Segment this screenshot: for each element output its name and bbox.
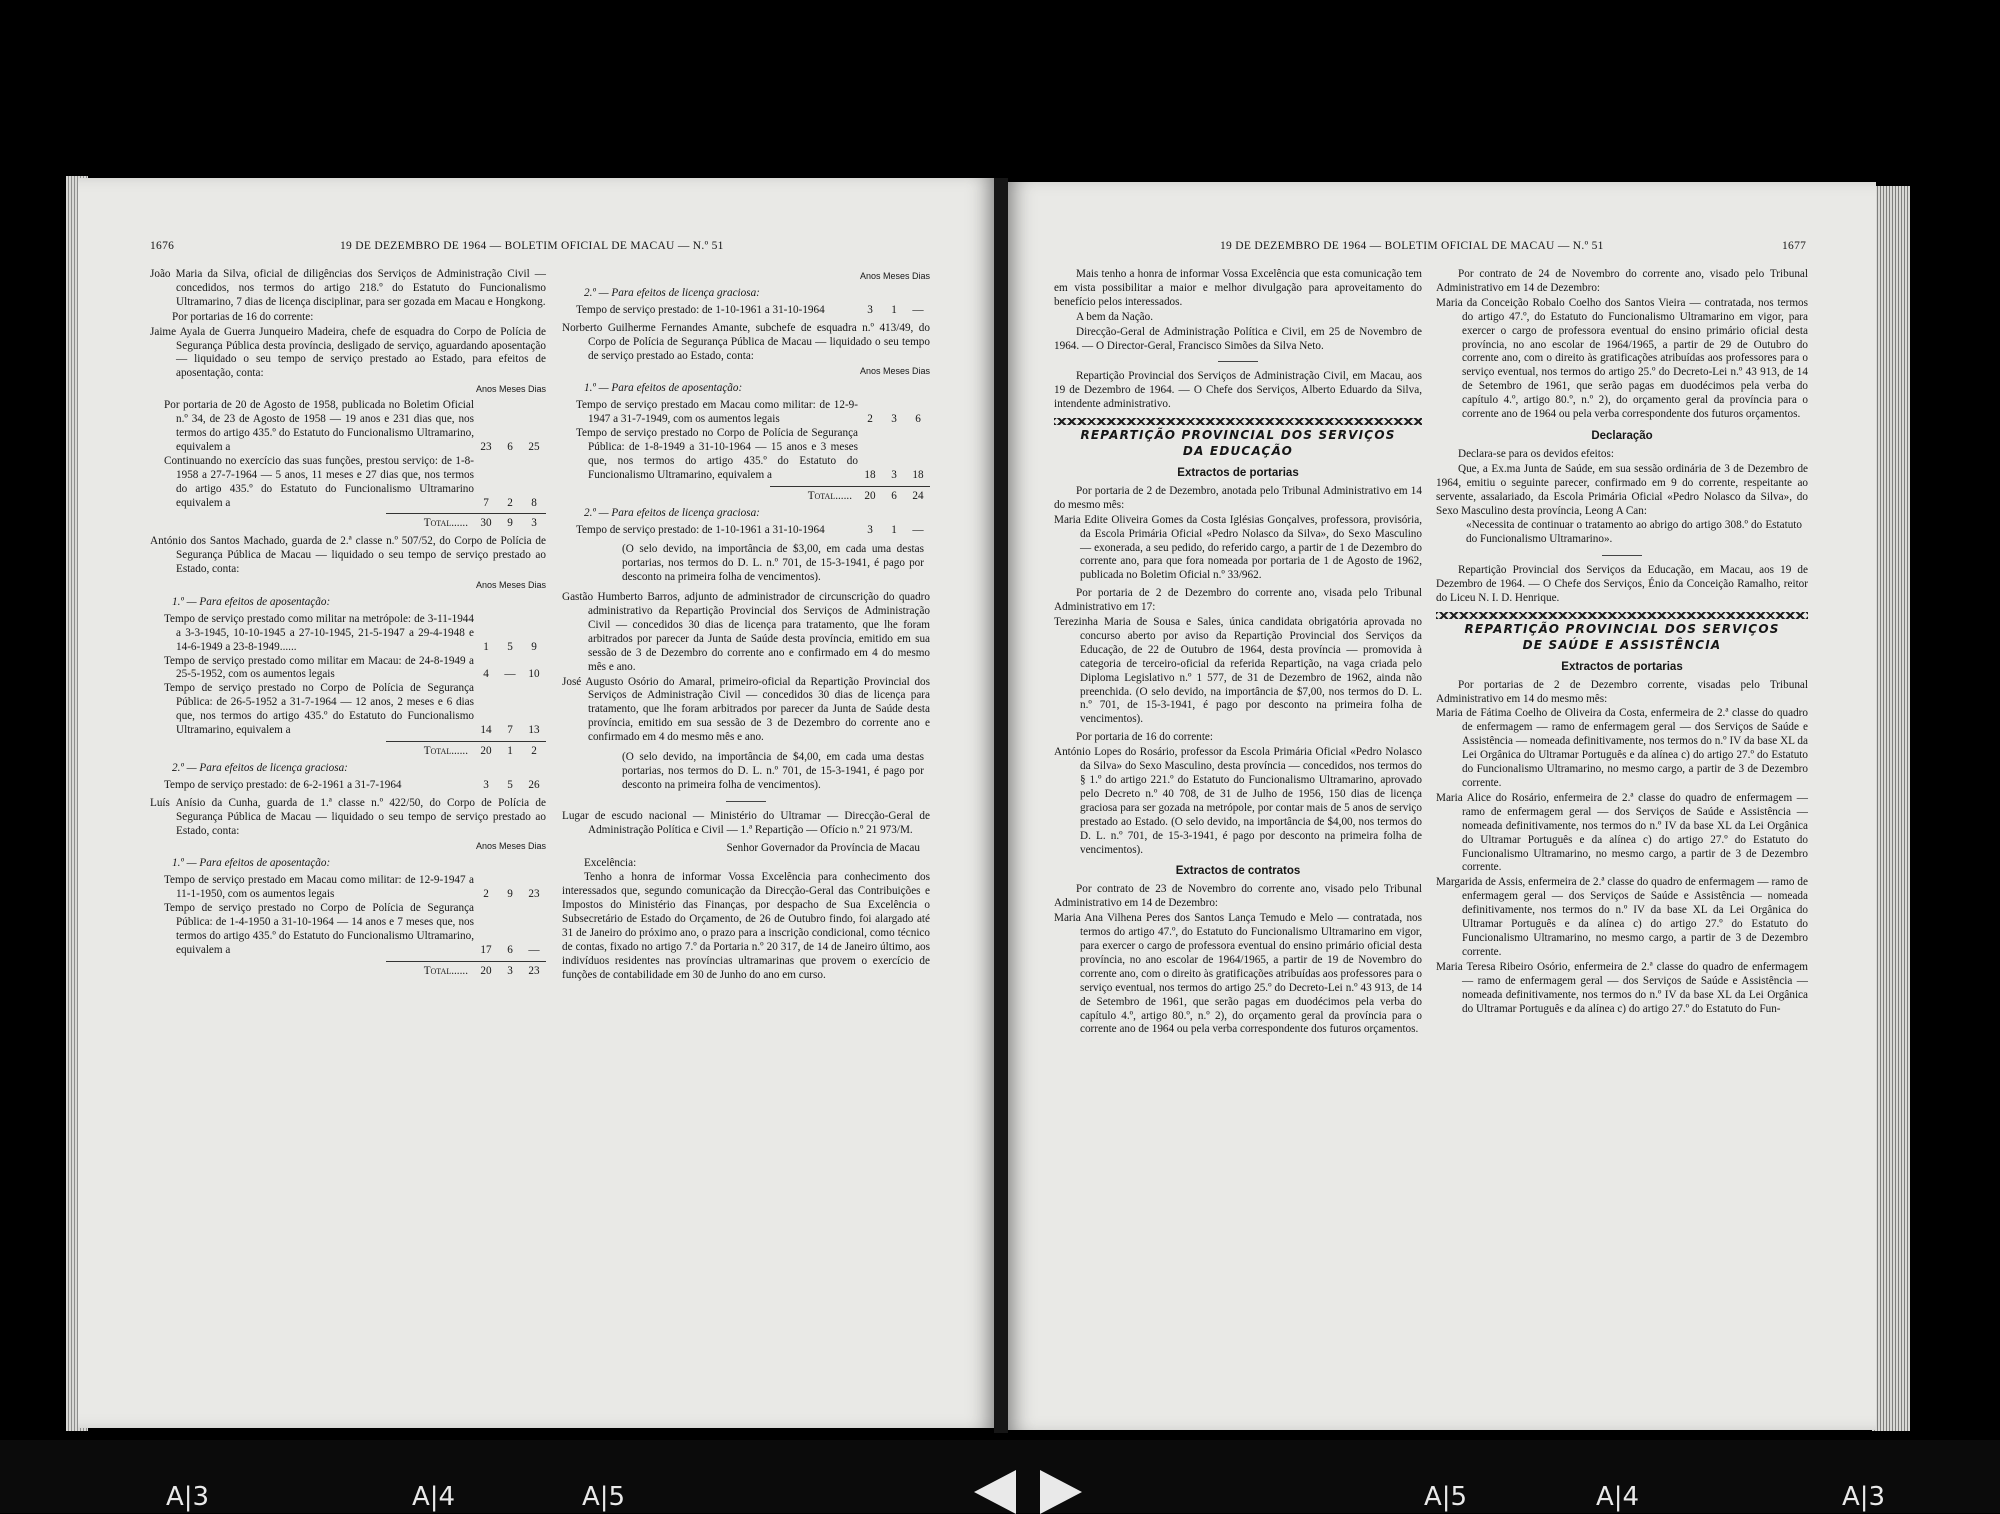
paragraph: Repartição Provincial dos Serviços de Administração Civil, em Macau, aos 19 de Dezembro de 1964. — O Chefe dos Serviços, Alberto Eduardo da Silva, intendente administrativo. bbox=[1054, 370, 1422, 411]
total-rule bbox=[386, 741, 546, 742]
film-label: A|3 bbox=[166, 1482, 210, 1512]
left-running-head: 19 DE DEZEMBRO DE 1964 — BOLETIM OFICIAL DE MACAU — N.º 51 bbox=[340, 240, 724, 252]
quote: «Necessita de continuar o tratamento ao abrigo do artigo 308.º do Estatuto do Funcionalismo Ultramarino». bbox=[1466, 519, 1802, 546]
paragraph: Mais tenho a honra de informar Vossa Excelência que esta comunicação tem em vista possibilitar a maior e melhor divulgação para aproveitamento do benefício pelos interessados. bbox=[1054, 268, 1422, 308]
paragraph: Maria de Fátima Coelho de Oliveira da Costa, enfermeira de 2.ª classe do quadro de enfermagem — ramo de enfermagem geral — dos Serviços de Saúde e Assistência — nomeada definitivamente, nos termos do n.º IV da base XL da Lei Orgânica do Ultramar Português e da alínea c) do artigo 27.º do Estatuto do Funcionalismo Ultramarino, no mesmo cargo, a partir de 3 de Dezembro corrente. bbox=[1436, 707, 1808, 789]
paragraph: Por portaria de 16 do corrente: bbox=[1076, 731, 1213, 744]
separator bbox=[726, 801, 766, 802]
paragraph: Maria da Conceição Robalo Coelho dos Santos Vieira — contratada, nos termos do artigo 47.º, do Estatuto do Funcionalismo Ultramarino em vigor, para exercer o cargo de professora eventual do ensino primário oficial desta província, no ano escolar de 1964/1965, a partir de 29 de Outubro do corrente ano, com o direito às gratificações atribuídas aos professores para o serviço eventual, nos termos do artigo 25.º do Decreto-Lei n.º 43 913, de 14 de Setembro de 1961, que serão pagas em duodécimos pela verba do capítulo 4.º, artigo 80.º, n.º 2), do orçamento geral da província para o corrente ano de 1964 ou pela verba correspondente dos futuros orçamentos. bbox=[1436, 296, 1808, 421]
total-rule bbox=[386, 513, 546, 514]
table-row: Tempo de serviço prestado no Corpo de Polícia de Segurança Pública: de 1-4-1950 a 31-10-1964 — 14 anos e 7 meses que, nos termos do artigo 435.º do Estatuto do Funcionalismo Ultramarino, equivalem a 17 6 — bbox=[164, 902, 540, 956]
film-label: A|4 bbox=[412, 1482, 456, 1512]
table-row: Tempo de serviço prestado: de 1-10-1961 a 31-10-1964 3 1 — bbox=[576, 523, 924, 536]
separator bbox=[1218, 361, 1258, 362]
total-row: Total...... 20 3 23 bbox=[423, 964, 540, 977]
column-header: Anos Meses Dias bbox=[859, 271, 930, 281]
right-arrow-icon bbox=[1040, 1470, 1082, 1514]
section-heading: REPARTIÇÃO PROVINCIAL DOS SERVIÇOS bbox=[1464, 621, 1780, 636]
right-page-number: 1677 bbox=[1782, 240, 1807, 252]
subheading: 1.º — Para efeitos de aposentação: bbox=[172, 857, 331, 870]
subheading: 2.º — Para efeitos de licença graciosa: bbox=[584, 286, 760, 299]
film-label: A|3 bbox=[1842, 1482, 1886, 1512]
column-header: Anos Meses Dias bbox=[475, 580, 546, 591]
left-column-1 bbox=[150, 268, 546, 979]
paragraph: João Maria da Silva, oficial de diligências dos Serviços de Administração Civil — concedidos, nos termos do artigo 218.º do Estatuto do Funcionalismo Ultramarino, 7 dias de licença disciplinar, para ser gozada em Macau e Hongkong. bbox=[150, 268, 546, 308]
subsection-heading: Extractos de portarias bbox=[1561, 660, 1683, 673]
paragraph: Tenho a honra de informar Vossa Excelência para conhecimento dos interessados que, segundo comunicação da Direcção-Geral das Contribuições e Impostos do Ministério das Finanças, por despacho de Sua Excelência o Subsecretário de Estado do Orçamento, de 26 de Outubro findo, foi alargado até 31 de Janeiro do próximo ano, o prazo para a inscrição condicional, como técnico de contas, fixado no artigo 7.º da Portaria n.º 20 317, de 14 de Janeiro último, aos indivíduos residentes nas províncias ultramarinas que provem o exercício de funções de contabilidade em 30 de Junho do ano em curso. bbox=[562, 871, 930, 981]
addressee: Senhor Governador da Província de Macau bbox=[726, 841, 920, 854]
paragraph: Gastão Humberto Barros, adjunto de administrador de circunscrição do quadro administrativo da Repartição Provincial dos Serviços de Administração Civil — concedidos 30 dias de licença para tratamento, que lhe foram arbitrados por parecer da Junta de Saúde desta província, emitido em sua sessão de 3 de Dezembro do corrente ano e confirmado em 4 do mesmo mês e ano. bbox=[562, 591, 930, 673]
paragraph: Direcção-Geral de Administração Política e Civil, em 25 de Novembro de 1964. — O Director-Geral, Francisco Simões da Silva Neto. bbox=[1054, 325, 1422, 352]
left-column-2 bbox=[562, 268, 930, 984]
subsection-heading: Declaração bbox=[1591, 429, 1653, 442]
total-rule bbox=[770, 486, 930, 487]
table-row: Tempo de serviço prestado: de 1-10-1961 a 31-10-1964 3 1 — bbox=[576, 303, 924, 316]
paragraph: José Augusto Osório do Amaral, primeiro-oficial da Repartição Provincial dos Serviços de Administração Civil — concedidos 30 dias de licença para tratamento, que lhe foram arbitrados por parecer da Junta de Saúde desta província, emitido em sua sessão de 3 de Dezembro do corrente ano e confirmado em 4 do mesmo mês e ano. bbox=[562, 675, 930, 744]
stamp-note: (O selo devido, na importância de $4,00, em cada uma destas portarias, nos termos do D. L. n.º 701, de 15-3-1941, é pago por desconto na primeira folha de vencimentos). bbox=[622, 751, 924, 791]
salutation: Excelência: bbox=[584, 856, 637, 869]
table-row: Tempo de serviço prestado em Macau como militar: de 12-9-1947 a 31-7-1949, com os aumentos legais 2 3 6 bbox=[576, 399, 921, 426]
paragraph: António Lopes do Rosário, professor da Escola Primária Oficial «Pedro Nolasco da Silva» do Sexo Masculino, desta província — concedidos, nos termos do § 1.º do artigo 221.º do Estatuto do Funcionalismo Ultramarino, aprovado pelo Decreto n.º 40 708, de 31 de Julho de 1956, 150 dias de licença graciosa para ser gozada na metrópole, por contar mais de 5 anos de serviço prestado ao Estado. (O selo devido, na importância de $4,00, nos termos do D. L. n.º 701, de 15-3-1941, é pago por desconto na primeira folha de vencimentos). bbox=[1054, 746, 1422, 856]
total-row: Total...... 20 6 24 bbox=[807, 489, 924, 502]
stamp-note: (O selo devido, na importância de $3,00, em cada uma destas portarias, nos termos do D. L. n.º 701, de 15-3-1941, é pago por desconto na primeira folha de vencimentos). bbox=[622, 543, 924, 584]
ornament-rule bbox=[1436, 612, 1808, 619]
subheading: 2.º — Para efeitos de licença graciosa: bbox=[584, 506, 760, 519]
total-row: Total...... 30 9 3 bbox=[423, 517, 537, 530]
subheading: 2.º — Para efeitos de licença graciosa: bbox=[172, 761, 348, 774]
subheading: 1.º — Para efeitos de aposentação: bbox=[172, 595, 331, 608]
total-rule bbox=[386, 961, 546, 962]
paragraph: Maria Teresa Ribeiro Osório, enfermeira de 2.ª classe do quadro de enfermagem — ramo de enfermagem geral — dos Serviços de Saúde e Assistência — nomeada definitivamente, nos termos do n.º IV da base XL da Lei Orgânica do Ultramar Português e da alínea c) do artigo 27.º do Estatuto do Fun- bbox=[1436, 960, 1808, 1015]
column-header: Anos Meses Dias bbox=[475, 841, 546, 852]
subheading: 1.º — Para efeitos de aposentação: bbox=[584, 382, 743, 395]
table-row: Tempo de serviço prestado em Macau como militar: de 12-9-1947 a 11-1-1950, com os aumentos legais 2 9 23 bbox=[164, 874, 540, 901]
section-heading: DA EDUCAÇÃO bbox=[1182, 444, 1294, 459]
paragraph: Maria Edite Oliveira Gomes da Costa Iglésias Gonçalves, professora, provisória, da Escola Primária Oficial «Pedro Nolasco da Silva», do Sexo Masculino — exonerada, a seu pedido, do referido cargo, a partir de 1 de Dezembro do corrente ano, para que fora nomeada por portaria de 1 de Agosto de 1962, publicada no Boletim Oficial n.º 33/962. bbox=[1054, 513, 1422, 582]
paragraph: Por portarias de 2 de Dezembro corrente, visadas pelo Tribunal Administrativo em 14 do mesmo mês: bbox=[1436, 678, 1808, 705]
subsection-heading: Extractos de contratos bbox=[1175, 865, 1301, 878]
film-label: A|4 bbox=[1596, 1482, 1640, 1512]
paragraph: Jaime Ayala de Guerra Junqueiro Madeira, chefe de esquadra do Corpo de Polícia de Segurança Pública desta província, desligado de serviço, aguardando aposentação — liquidado o seu tempo de serviço prestado ao Estado, para efeitos de aposentação, conta: bbox=[150, 325, 546, 380]
paragraph: Por portaria de 2 de Dezembro do corrente ano, visada pelo Tribunal Administrativo em 17: bbox=[1054, 587, 1422, 614]
subsection-heading: Extractos de portarias bbox=[1177, 466, 1299, 479]
paragraph: António dos Santos Machado, guarda de 2.ª classe n.º 507/52, do Corpo de Polícia de Segurança Pública de Macau — liquidado o seu tempo de serviço prestado ao Estado, conta: bbox=[150, 535, 546, 576]
film-label: A|5 bbox=[582, 1482, 626, 1512]
paragraph: Norberto Guilherme Fernandes Amante, subchefe de esquadra n.º 413/49, do Corpo de Polícia de Segurança Pública de Macau — liquidado o seu tempo de serviço prestado ao Estado, conta: bbox=[562, 321, 930, 362]
table-row: Tempo de serviço prestado no Corpo de Polícia de Segurança Pública: de 1-8-1949 a 31-10-1964 — 15 anos e 3 meses que, nos termos do artigo 435.º do Estatuto do Funcionalismo Ultramarino, equivalem a 18 3 18 bbox=[576, 427, 924, 481]
section-heading: DE SAÚDE E ASSISTÊNCIA bbox=[1522, 637, 1722, 652]
paragraph: Por contrato de 24 de Novembro do corrente ano, visado pelo Tribunal Administrativo em 14 de Dezembro: bbox=[1436, 268, 1808, 294]
left-arrow-icon bbox=[974, 1470, 1016, 1514]
right-page-stack bbox=[1872, 186, 1910, 1431]
film-label: A|5 bbox=[1424, 1482, 1468, 1512]
paragraph: Repartição Provincial dos Serviços da Educação, em Macau, aos 19 de Dezembro de 1964. — O Chefe dos Serviços, Énio da Conceição Ramalho, reitor do Liceu N. I. D. Henrique. bbox=[1436, 564, 1808, 605]
paragraph: Maria Alice do Rosário, enfermeira de 2.ª classe do quadro de enfermagem — ramo de enfermagem geral — dos Serviços de Saúde e Assistência — nomeada definitivamente, nos termos do n.º IV da base XL da Lei Orgânica do Ultramar Português e da alínea c) do artigo 27.º do Estatuto do Funcionalismo Ultramarino, no mesmo cargo, a partir de 3 de Dezembro corrente. bbox=[1436, 791, 1808, 874]
paragraph: Luís Anísio da Cunha, guarda de 1.ª classe n.º 422/50, do Corpo de Polícia de Segurança Pública de Macau — liquidado o seu tempo de serviço prestado ao Estado, conta: bbox=[150, 796, 546, 837]
right-column-1 bbox=[1054, 268, 1422, 1038]
section-heading: REPARTIÇÃO PROVINCIAL DOS SERVIÇOS bbox=[1080, 428, 1396, 443]
paragraph: A bem da Nação. bbox=[1076, 310, 1154, 323]
separator bbox=[1602, 555, 1642, 556]
paragraph: Terezinha Maria de Sousa e Sales, única candidata obrigatória aprovada no concurso aberto por aviso da Repartição Provincial dos Serviços da Educação, de 22 de Outubro de 1964, desta província — promovida à categoria de terceiro-oficial da referida Repartição, na vaga criada pelo Diploma Legislativo n.º 1 577, de 31 de Dezembro de 1962, ainda não preenchida. (O selo devido, na importância de $7,00, nos termos do D. L. n.º 701, de 15-3-1941, é pago por desconto na primeira folha de vencimentos). bbox=[1054, 616, 1422, 726]
table-row: Tempo de serviço prestado como militar em Macau: de 24-8-1949 a 25-5-1952, com os aumentos legais 4 — 10 bbox=[164, 654, 540, 681]
right-column-2 bbox=[1436, 268, 1808, 1017]
ornament-rule bbox=[1054, 418, 1422, 425]
paragraph: Margarida de Assis, enfermeira de 2.ª classe do quadro de enfermagem — ramo de enfermagem geral — dos Serviços de Saúde e Assistência — nomeada definitivamente, nos termos do n.º IV da base XL da Lei Orgânica do Ultramar Português e da alínea c) do artigo 27.º do Estatuto do Funcionalismo Ultramarino, no mesmo cargo, a partir de 3 de Dezembro corrente. bbox=[1436, 876, 1808, 958]
paragraph: Por portaria de 2 de Dezembro, anotada pelo Tribunal Administrativo em 14 do mesmo mês: bbox=[1054, 484, 1422, 511]
book-gutter bbox=[994, 178, 1008, 1433]
table-row: Continuando no exercício das suas funções, prestou serviço: de 1-8-1958 a 27-7-1964 — 5 anos, 11 meses e 27 dias que, nos termos do artigo 435.º do Estatuto do Funcionalismo Ultramarino equivalem a 7 2 8 bbox=[164, 454, 537, 509]
table-row: Tempo de serviço prestado como militar na metrópole: de 3-11-1944 a 3-3-1945, 10-10-1945 a 27-10-1945, 21-5-1947 a 29-4-1948 e 14-6-1949 a 23-8-1949...... 1 5 9 bbox=[164, 612, 537, 653]
left-page-number: 1676 bbox=[150, 240, 175, 252]
table-row: Tempo de serviço prestado: de 6-2-1961 a 31-7-1964 3 5 26 bbox=[164, 778, 540, 791]
paragraph: Por contrato de 23 de Novembro do corrente ano, visado pelo Tribunal Administrativo em 14 de Dezembro: bbox=[1054, 883, 1422, 910]
column-header: Anos Meses Dias bbox=[859, 366, 930, 377]
paragraph: Que, a Ex.ma Junta de Saúde, em sua sessão ordinária de 3 de Dezembro de 1964, emitiu o seguinte parecer, confirmado em 9 do corrente, respeitante ao servente, assalariado, da Escola Primária Oficial «Pedro Nolasco da Silva», do Sexo Masculino desta província, Leong A Can: bbox=[1436, 462, 1808, 517]
column-header: Anos Meses Dias bbox=[475, 384, 546, 395]
paragraph: Por portarias de 16 do corrente: bbox=[172, 310, 314, 323]
right-running-head: 19 DE DEZEMBRO DE 1964 — BOLETIM OFICIAL DE MACAU — N.º 51 bbox=[1220, 240, 1604, 252]
table-row: Tempo de serviço prestado no Corpo de Polícia de Segurança Pública: de 26-5-1952 a 31-7-1964 — 12 anos, 2 meses e 6 dias que, nos termos do artigo 435.º do Estatuto do Funcionalismo Ultramarino, equivalem a 14 7 13 bbox=[164, 682, 540, 737]
table-row: Por portaria de 20 de Agosto de 1958, publicada no Boletim Oficial n.º 34, de 23 de Agosto de 1958 — 19 anos e 231 dias que, nos termos do artigo 435.º do Estatuto do Funcionalismo Ultramarino, equivalem a 23 6 25 bbox=[164, 399, 540, 453]
paragraph: Declara-se para os devidos efeitos: bbox=[1458, 447, 1614, 460]
paragraph: Maria Ana Vilhena Peres dos Santos Lança Temudo e Melo — contratada, nos termos do artigo 47.º, do Estatuto do Funcionalismo Ultramarino em vigor, para exercer o cargo de professora eventual do ensino primário oficial desta província, no ano escolar de 1964/1965, a partir de 19 de Novembro do corrente ano, com o direito às gratificações atribuídas aos professores para o serviço eventual, nos termos do artigo 25.º do Decreto-Lei n.º 43 913, de 14 de Setembro de 1961, que serão pagas em duodécimos pela verba do capítulo 4.º, artigo 80.º, n.º 2), do orçamento geral da província para o corrente ano de 1964 ou pela verba correspondente dos futuros orçamentos. bbox=[1054, 912, 1422, 1036]
paragraph: Lugar de escudo nacional — Ministério do Ultramar — Direcção-Geral de Administração Política e Civil — 1.ª Repartição — Ofício n.º 21 973/M. bbox=[562, 809, 930, 836]
total-row: Total...... 20 1 2 bbox=[423, 745, 537, 757]
